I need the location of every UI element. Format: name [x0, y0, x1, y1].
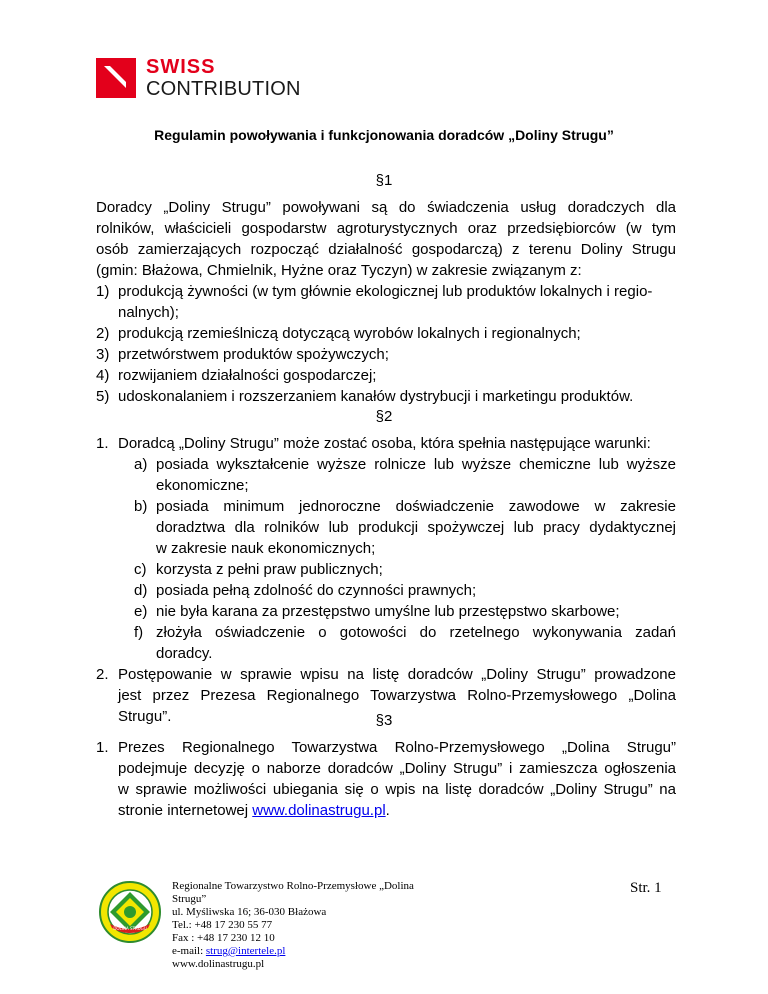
s3-point-1-line: stronie internetowej www.dolinastrugu.pl.: [118, 802, 390, 819]
list-item: 2) produkcją rzemieślniczą dotyczącą wyrobów lokalnych i regionalnych;: [96, 325, 581, 342]
email-link[interactable]: strug@intertele.pl: [205, 945, 286, 957]
s2-condition-a-line: ekonomiczne;: [156, 477, 249, 494]
dolina-strugu-emblem: [98, 880, 162, 944]
s2-condition-f-line: doradcy.: [156, 645, 213, 662]
s3-point-1-line: w sprawie możliwości ubiegania się o wpis na listę doradców „Doliny Strugu” na: [118, 781, 676, 798]
section-1-sign: §1: [375, 172, 393, 189]
footer-org: Strugu”: [172, 893, 207, 905]
list-item: 5) udoskonalaniem i rozszerzaniem kanałów dystrybucji i marketingu produktów.: [96, 388, 634, 405]
s2-point-2-line: Postępowanie w sprawie wpisu na listę doradców „Doliny Strugu” prowadzone: [118, 666, 676, 683]
list-item: 3) przetwórstwem produktów spożywczych;: [96, 346, 389, 363]
logo-swiss-text: SWISS: [146, 56, 216, 78]
s2-condition-d: d) posiada pełną zdolność do czynności prawnych;: [134, 582, 477, 599]
section-2-body: [96, 433, 676, 727]
s2-condition-b-line: doradztwa dla rolników lub produkcji spożywczej lub pracy dydaktycznej: [156, 519, 676, 536]
swiss-logo-mark: [96, 58, 136, 98]
section-2-sign: §2: [375, 408, 393, 425]
footer-tel: Tel.: +48 17 230 55 77: [172, 919, 273, 931]
s2-condition-a-line: posiada wykształcenie wyższe rolnicze lub wyższe chemiczne lub wyższe: [156, 456, 676, 473]
s2-condition-e: e) nie była karana za przestępstwo umyślne lub przestępstwo skarbowe;: [134, 603, 620, 620]
s2-condition-b-line: posiada minimum jednoroczne doświadczenie zawodowe w zakresie: [156, 498, 676, 515]
s2-condition-b: b): [134, 498, 148, 515]
s1-intro-line: Doradcy „Doliny Strugu” powoływani są do świadczenia usług doradczych dla: [96, 199, 676, 216]
list-item-continuation: nalnych);: [118, 304, 179, 321]
s1-intro-line: (gmin: Błażowa, Chmielnik, Hyżne oraz Tyczyn) w zakresie związanym z:: [96, 262, 582, 279]
page-number: Str. 1: [630, 880, 662, 896]
section-1-body: [96, 197, 676, 407]
s2-condition-f-line: złożyła oświadczenie o gotowości do rzetelnego wykonywania zadań: [156, 624, 676, 641]
s3-point-1-line: Prezes Regionalnego Towarzystwa Rolno-Przemysłowego „Dolina Strugu”: [118, 739, 676, 756]
s2-condition-a: a): [134, 456, 148, 473]
section-3-body: [96, 737, 676, 821]
emblem-text: DOLINA STRUGU: [113, 926, 147, 931]
list-item: 4) rozwijaniem działalności gospodarczej;: [96, 367, 377, 384]
section-3-sign: §3: [375, 712, 393, 729]
s2-point-1: 1. Doradcą „Doliny Strugu” może zostać osoba, która spełnia następujące warunki:: [96, 435, 651, 452]
website-link[interactable]: www.dolinastrugu.pl: [252, 802, 386, 819]
s2-point-2-line: Strugu”.: [118, 708, 172, 725]
footer-address: [172, 880, 442, 971]
s3-point-1: 1.: [96, 739, 109, 756]
s2-point-2-line: jest przez Prezesa Regionalnego Towarzystwa Rolno-Przemysłowego „Dolina: [118, 687, 676, 704]
s1-intro-line: osób zamierzających rozpocząć działalność gospodarczą) z terenu Doliny Strugu: [96, 241, 676, 258]
footer-fax: Fax : +48 17 230 12 10: [172, 932, 275, 944]
footer-street: ul. Myśliwska 16; 36-030 Błażowa: [172, 906, 327, 918]
document-title: Regulamin powoływania i funkcjonowania doradców „Doliny Strugu”: [154, 127, 614, 143]
list-item: 1) produkcją żywności (w tym głównie ekologicznej lub produktów lokalnych i regio-: [96, 283, 653, 300]
footer-email-line: e-mail: strug@intertele.pl: [172, 945, 286, 957]
s2-condition-f: f): [134, 624, 144, 641]
s2-condition-b-line: w zakresie nauk ekonomicznych;: [156, 540, 376, 557]
s2-point-2: 2.: [96, 666, 109, 683]
footer-www: www.dolinastrugu.pl: [172, 958, 265, 970]
footer-org: Regionalne Towarzystwo Rolno-Przemysłowe „Dolina: [172, 880, 414, 892]
s1-intro-line: rolników, właścicieli gospodarstw agroturystycznych oraz przedsiębiorców (w tym: [96, 220, 676, 237]
s3-point-1-line: podejmuje decyzję o naborze doradców „Doliny Strugu” i zamieszcza ogłoszenia: [118, 760, 676, 777]
s2-condition-c: c) korzysta z pełni praw publicznych;: [134, 561, 383, 578]
logo-contribution-text: CONTRIBUTION: [146, 78, 301, 100]
